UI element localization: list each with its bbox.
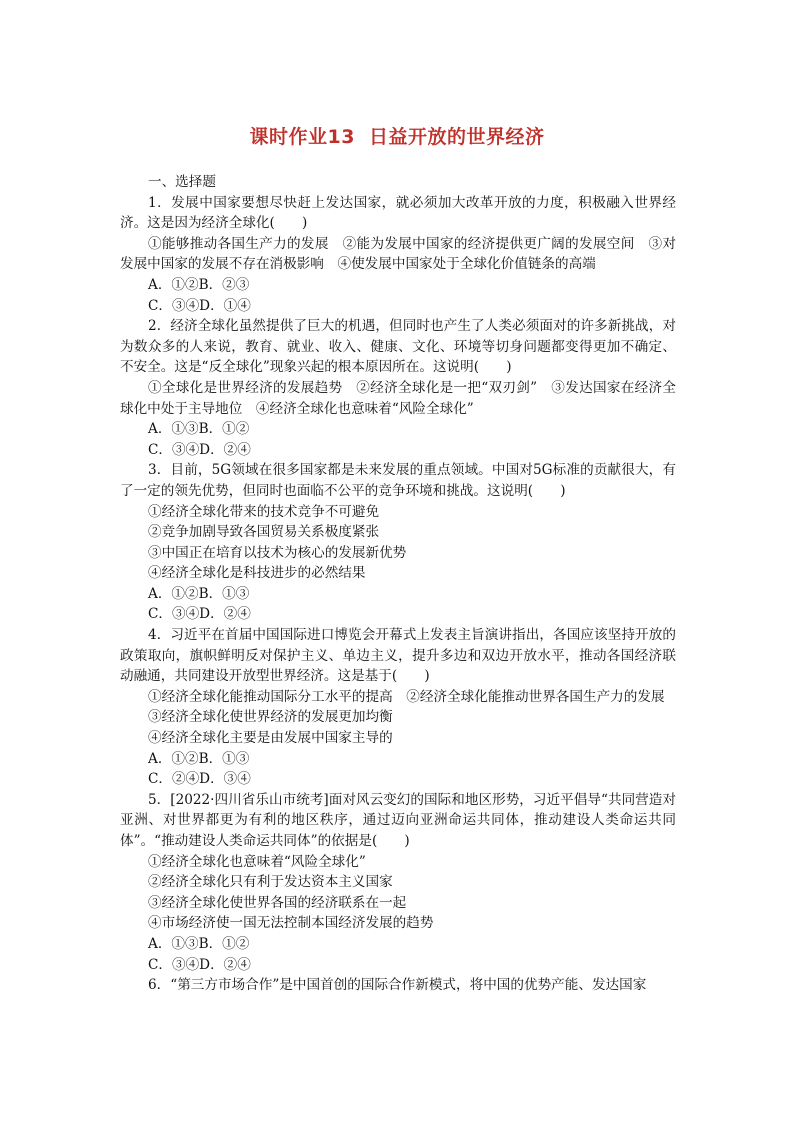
question-2-choice-row: A．①③B．①② (148, 421, 250, 438)
question-5-choice-row: C．③④D．②④ (148, 956, 251, 973)
question-5-choice-row: A．①③B．①② (148, 935, 250, 952)
question-4-item: ③经济全球化使世界经济的发展更加均衡 (148, 709, 393, 726)
document-body (120, 172, 676, 996)
question-5-item: ①经济全球化也意味着“风险全球化” (148, 853, 366, 870)
question-5-item: ③经济全球化使世界各国的经济联系在一起 (148, 894, 407, 911)
question-3-item: ④经济全球化是科技进步的必然结果 (148, 565, 366, 582)
question-2-stem: 2．经济全球化虽然提供了巨大的机遇，但同时也产生了人类必须面对的许多新挑战，对为数众多的人来说，教育、就业、收入、健康、文化、环境等切身问题都变得更加不确定、不安全。这是“反全球化”现象兴起的根本原因所在。这说明( ) (120, 318, 676, 376)
question-4-item: ④经济全球化主要是由发展中国家主导的 (148, 730, 393, 747)
question-3-choice-row: A．①②B．①③ (148, 585, 250, 602)
question-4-stem: 4．习近平在首届中国国际进口博览会开幕式上发表主旨演讲指出，各国应该坚持开放的政策取向，旗帜鲜明反对保护主义、单边主义，提升多边和双边开放水平，推动各国经济联动融通，共同建设开放型世界经济。这是基于( ) (120, 627, 676, 685)
question-4-choice-row: A．①②B．①③ (148, 750, 250, 767)
question-4-items: ①经济全球化能推动国际分工水平的提高 ②经济全球化能推动世界各国生产力的发展 (148, 688, 665, 705)
question-5-item: ④市场经济使一国无法控制本国经济发展的趋势 (148, 915, 434, 932)
question-5-stem: 5．[2022·四川省乐山市统考]面对风云变幻的国际和地区形势，习近平倡导“共同营造对亚洲、对世界都更为有利的地区秩序，通过迈向亚洲命运共同体，推动建设人类命运共同体”。“推动建设人类命运共同体”的依据是( ) (120, 791, 676, 849)
question-6-stem: 6．“第三方市场合作”是中国首创的国际合作新模式，将中国的优势产能、发达国家 (148, 977, 647, 994)
question-3-stem: 3．目前，5G领域在很多国家都是未来发展的重点领域。中国对5G标准的贡献很大，有了一定的领先优势，但同时也面临不公平的竞争环境和挑战。这说明( ) (120, 462, 676, 499)
title-main: 课时作业13 (249, 126, 355, 148)
question-3-item: ③中国正在培育以技术为核心的发展新优势 (148, 544, 407, 561)
question-3-item: ①经济全球化带来的技术竞争不可避免 (148, 503, 380, 520)
question-3-item: ②竞争加剧导致各国贸易关系极度紧张 (148, 524, 380, 541)
question-2-items: ①全球化是世界经济的发展趋势 ②经济全球化是一把“双刃剑” ③发达国家在经济全球化中处于主导地位 ④经济全球化也意味着“风险全球化” (120, 379, 676, 417)
question-3-choice-row: C．③④D．②④ (148, 606, 251, 623)
question-5-item: ②经济全球化只有利于发达资本主义国家 (148, 874, 393, 891)
question-1-choice-row: C．③④D．①④ (148, 297, 251, 314)
page-title (0, 122, 794, 149)
question-1-items: ①能够推动各国生产力的发展 ②能为发展中国家的经济提供更广阔的发展空间 ③对发展中国家的发展不存在消极影响 ④使发展中国家处于全球化价值链条的高端 (120, 235, 676, 273)
question-4-choice-row: C．②④D．③④ (148, 771, 251, 788)
section-heading: 一、选择题 (148, 174, 216, 190)
question-2-choice-row: C．③④D．②④ (148, 441, 251, 458)
question-1-stem: 1．发展中国家要想尽快赶上发达国家，就必须加大改革开放的力度，积极融入世界经济。这是因为经济全球化( ) (120, 194, 676, 232)
title-sub: 日益开放的世界经济 (368, 126, 545, 148)
question-1-choice-row: A．①②B．②③ (148, 276, 250, 293)
